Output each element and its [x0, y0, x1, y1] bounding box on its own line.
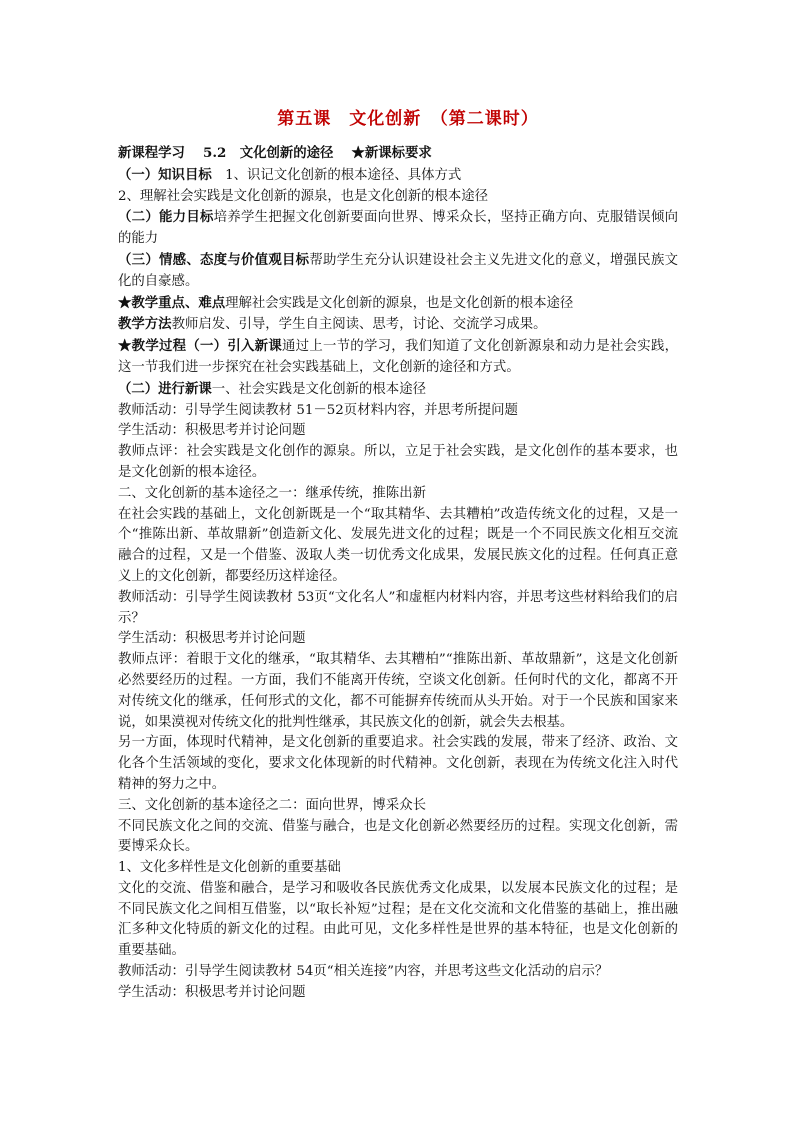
paragraph: [118, 962, 678, 983]
paragraph-text: 三、文化创新的基本途径之二：面向世界，博采众长: [118, 797, 426, 813]
paragraph-text: 教师活动：引导学生阅读教材 54页“相关连接”内容，并思考这些文化活动的启示？: [118, 964, 609, 980]
paragraph-text: 教师启发、引导，学生自主阅读、思考，讨论、交流学习成果。: [171, 317, 547, 333]
paragraph: [118, 143, 678, 165]
paragraph: [118, 401, 678, 422]
paragraph-text: 教师活动：引导学生阅读教材 51－52页材料内容，并思考所提问题: [118, 402, 518, 418]
paragraph-text: 在社会实践的基础上，文化创新既是一个“取其精华、去其糟柏”改造传统文化的过程，又是一个“推陈出新、革故鼎新”创造新文化、发展先进文化的过程；既是一个不同民族文化相互交流融合的过程，又是一个借鉴、汲取人类一切优秀文化成果，发展民族文化的过程。任何真正意义上的文化创新，都要经历这样途径。: [118, 506, 678, 584]
paragraph-text: 学生活动：积极思考并讨论问题: [118, 631, 306, 647]
bold-heading: ★教学重点、难点: [118, 294, 226, 311]
paragraph-text: 另一方面，体现时代精神，是文化创新的重要追求。社会实践的发展，带来了经济、政治、文化各个生活领域的变化，要求文化体现新的时代精神。文化创新，表现在为传统文化注入时代精神的努力之中。: [118, 735, 678, 792]
paragraph-text: 通过上一节的学习，我们知道了文化创新源泉和动力是社会实践，这一节我们进一步探究在社会实践基础上，文化创新的途径和方式。: [118, 339, 678, 375]
paragraph: [118, 650, 678, 733]
paragraph: [118, 879, 678, 962]
paragraph: [118, 187, 678, 208]
paragraph: [118, 379, 678, 401]
paragraph-text: 不同民族文化之间的交流、借鉴与融合，也是文化创新必然要经历的过程。实现文化创新，需要博采众长。: [118, 818, 678, 855]
paragraph: [118, 336, 678, 379]
paragraph: [118, 484, 678, 505]
document-body: [118, 143, 678, 1004]
bold-heading: （三）情感、态度与价值观目标: [118, 251, 310, 268]
paragraph: [118, 858, 678, 879]
paragraph: [118, 983, 678, 1004]
paragraph-text: 二、文化创新的基本途径之一：继承传统，推陈出新: [118, 485, 426, 501]
paragraph: [118, 165, 678, 187]
bold-heading: ★教学过程（一）引入新课: [118, 338, 282, 355]
paragraph-text: 教师活动：引导学生阅读教材 53页“文化名人”和虚框内材料内容，并思考这些材料给我们的启示？: [118, 589, 678, 626]
paragraph-text: 1、识记文化创新的根本途径、具体方式: [211, 167, 462, 183]
lesson-title: 第五课 文化创新 （第二课时）: [277, 109, 539, 129]
paragraph-text: 2、理解社会实践是文化创新的源泉，也是文化创新的根本途径: [118, 188, 489, 204]
bold-heading: （一）知识目标: [118, 166, 212, 183]
paragraph-text: 帮助学生充分认识建设社会主义先进文化的意义，增强民族文化的自豪感。: [118, 252, 678, 289]
document-page: [118, 104, 678, 1004]
paragraph: [118, 250, 678, 293]
bold-heading: 新课程学习 5.2 文化创新的途径 ★新课标要求: [118, 145, 432, 161]
paragraph: [118, 421, 678, 442]
bold-heading: （二）进行新课: [118, 380, 212, 397]
paragraph-text: 培养学生把握文化创新要面向世界、博采众长，坚持正确方向、克服错误倾向的能力: [118, 210, 678, 247]
paragraph: [118, 629, 678, 650]
paragraph-text: 教师点评：社会实践是文化创作的源泉。所以，立足于社会实践，是文化创作的基本要求，也是文化创新的根本途径。: [118, 444, 678, 480]
paragraph: [118, 505, 678, 588]
paragraph-text: 学生活动：积极思考并讨论问题: [118, 423, 306, 439]
paragraph-text: 理解社会实践是文化创新的源泉，也是文化创新的根本途径: [225, 295, 574, 311]
paragraph: [118, 817, 678, 859]
bold-heading: （二）能力目标: [118, 209, 214, 226]
paragraph-text: 一、社会实践是文化创新的根本途径: [211, 381, 426, 397]
paragraph: [118, 588, 678, 630]
paragraph: [118, 207, 678, 250]
paragraph-text: 文化的交流、借鉴和融合，是学习和吸收各民族优秀文化成果，以发展本民族文化的过程；是不同民族文化之间相互借鉴，以“取长补短”过程；是在文化交流和文化借鉴的基础上，推出融汇多种文化特质的新文化的过程。由此可见，文化多样性是世界的基本特征，也是文化创新的重要基础。: [118, 880, 678, 959]
paragraph-text: 学生活动：积极思考并讨论问题: [118, 984, 306, 1000]
paragraph-text: 教师点评：着眼于文化的继承，“取其精华、去其糟柏”“推陈出新、革故鼎新”，这是文化创新必然要经历的过程。一方面，我们不能离开传统，空谈文化创新。任何时代的文化，都离不开对传统文化的继承，任何形式的文化，都不可能摒弃传统而从头开始。对于一个民族和国家来说，如果漠视对传统文化的批判性继承，其民族文化的创新，就会失去根基。: [118, 652, 678, 730]
paragraph-text: 1、文化多样性是文化创新的重要基础: [118, 860, 341, 876]
paragraph: [118, 442, 678, 484]
paragraph: [118, 796, 678, 817]
paragraph: [118, 293, 678, 315]
paragraph: [118, 314, 678, 336]
paragraph: [118, 733, 678, 795]
bold-heading: 教学方法: [118, 316, 172, 333]
